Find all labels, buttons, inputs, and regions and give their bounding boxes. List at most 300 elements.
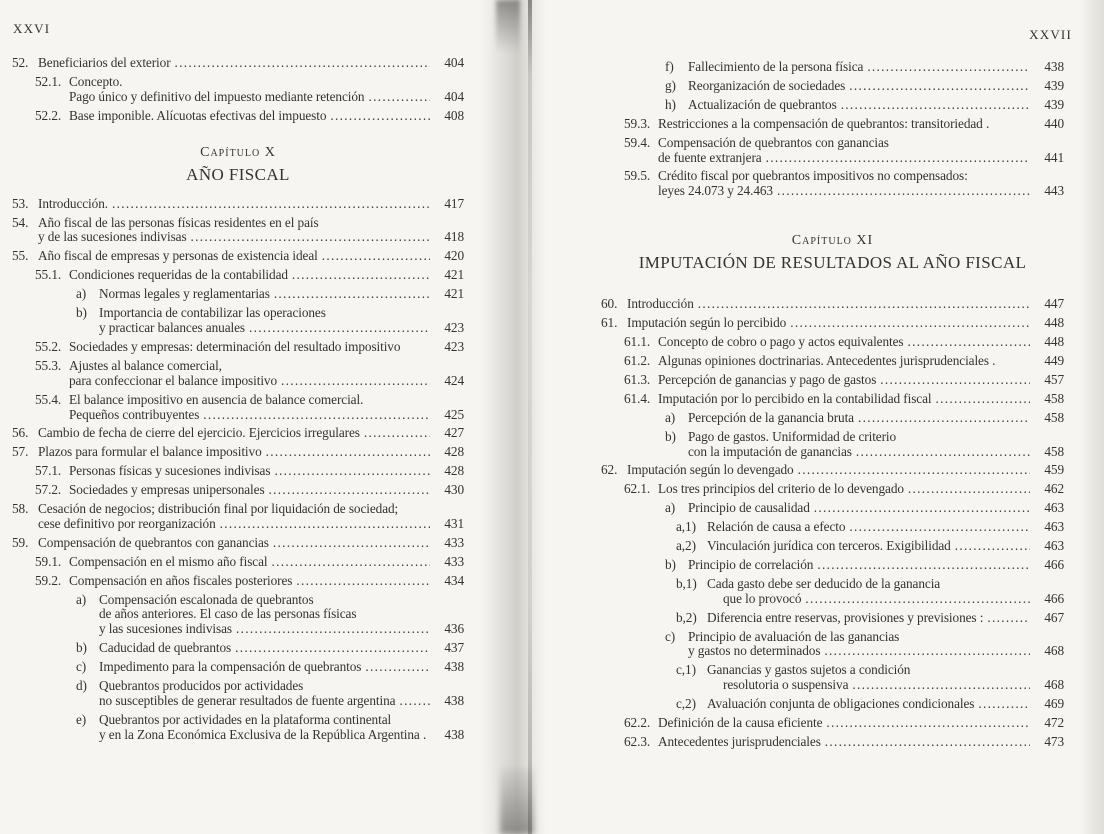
entry-text: con la imputación de ganancias [688, 443, 852, 459]
entry-number: 59.4. [624, 134, 651, 150]
entry-number: 62. [601, 462, 618, 478]
entry-page-number: 449 [1044, 352, 1064, 368]
entry-text: cese definitivo por reorganización [38, 515, 216, 531]
entry-text: y las sucesiones indivisas [99, 621, 232, 637]
entry-page-number: 462 [1044, 481, 1064, 497]
toc-entry [601, 716, 1064, 731]
dot-leader [880, 373, 1030, 388]
entry-page-number: 438 [444, 659, 464, 675]
entry-text: Pago de gastos. Uniformidad de criterio [688, 428, 897, 444]
toc-entry [12, 197, 464, 212]
entry-text: Condiciones requeridas de la contabilidad [69, 267, 288, 283]
dot-leader [175, 56, 430, 71]
entry-text: y de las sucesiones indivisas [38, 229, 187, 245]
chapter-heading [601, 233, 1064, 273]
entry-text: Algunas opiniones doctrinarias. Antecedentes jurisprudenciales . [658, 352, 996, 368]
entry-number: 52.2. [35, 107, 62, 123]
entry-number: e) [76, 711, 87, 727]
entry-page-number: 448 [1044, 315, 1064, 331]
dot-leader [805, 592, 1030, 607]
dot-leader [814, 501, 1030, 516]
toc-entry [12, 641, 464, 656]
toc-entry [601, 463, 1064, 478]
dot-leader [817, 558, 1030, 573]
page-edge-shadow [1080, 0, 1104, 834]
dot-leader [907, 335, 1030, 350]
toc-line [12, 502, 464, 517]
toc-entry [12, 679, 464, 709]
dot-leader [220, 517, 430, 532]
toc-line [601, 558, 1064, 573]
toc-line [12, 641, 464, 656]
toc-line [12, 197, 464, 212]
entry-text: Definición de la causa eficiente [658, 715, 823, 731]
entry-text: y en la Zona Económica Exclusiva de la República Argentina . [99, 726, 427, 742]
entry-text: Personas físicas y sucesiones indivisas [69, 463, 271, 479]
toc-line [601, 98, 1064, 113]
entry-page-number: 468 [1044, 677, 1064, 693]
entry-text: de fuente extranjera [658, 149, 762, 165]
dot-leader [698, 297, 1030, 312]
toc-entry [601, 663, 1064, 693]
entry-page-number: 428 [444, 463, 464, 479]
toc-entry [601, 354, 1064, 369]
toc-line [601, 151, 1064, 166]
entry-number: c) [76, 659, 87, 675]
entry-number: c,2) [676, 696, 696, 712]
toc-entry [12, 574, 464, 589]
toc-line [12, 230, 464, 245]
toc-entry [601, 60, 1064, 75]
entry-text: Cada gasto debe ser deducido de la ganancia [707, 575, 941, 591]
toc-entry [601, 577, 1064, 607]
dot-leader [777, 184, 1030, 199]
toc-line [601, 592, 1064, 607]
dot-leader [322, 249, 430, 264]
toc-line [12, 268, 464, 283]
dot-leader [824, 644, 1030, 659]
toc-line [12, 426, 464, 441]
toc-entry [12, 426, 464, 441]
toc-entry [601, 501, 1064, 516]
toc-line [12, 109, 464, 124]
dot-leader [858, 411, 1030, 426]
dot-leader [249, 321, 430, 336]
entry-text: Imputación por lo percibido en la contabilidad fiscal [658, 390, 932, 406]
toc-line [601, 463, 1064, 478]
entry-page-number: 443 [1044, 183, 1064, 199]
toc-line [12, 408, 464, 423]
entry-page-number: 431 [444, 515, 464, 531]
dot-leader [852, 678, 1030, 693]
toc-line [601, 354, 1064, 369]
entry-number: 58. [12, 501, 29, 517]
dot-leader [849, 520, 1030, 535]
gutter-shadow-top [496, 0, 520, 52]
entry-page-number: 441 [1044, 149, 1064, 165]
toc-line [601, 411, 1064, 426]
entry-number: 53. [12, 195, 29, 211]
entry-page-number: 459 [1044, 462, 1064, 478]
dot-leader [203, 408, 430, 423]
entry-text: Beneficiarios del exterior [38, 55, 171, 70]
dot-leader [235, 641, 430, 656]
entry-text: Compensación de quebrantos con ganancias [38, 534, 269, 550]
entry-text: Base imponible. Alícuotas efectivas del impuesto [69, 107, 327, 123]
dot-leader [867, 60, 1030, 75]
book-gutter-crease [528, 0, 532, 834]
entry-page-number: 457 [1044, 371, 1064, 387]
entry-text: Imputación según lo devengado [627, 462, 794, 478]
toc-line [601, 697, 1064, 712]
entry-text: Fallecimiento de la persona física [688, 59, 864, 74]
toc-line [12, 287, 464, 302]
entry-number: 55.3. [35, 357, 62, 373]
entry-number: g) [665, 77, 676, 93]
toc-line [601, 577, 1064, 592]
entry-text: Actualización de quebrantos [688, 96, 837, 112]
entry-number: 61.1. [624, 334, 651, 350]
entry-page-number: 423 [444, 319, 464, 335]
dot-leader [856, 445, 1030, 460]
chapter-number: Capítulo X [200, 144, 276, 160]
right-page [601, 0, 1072, 754]
toc-line [601, 735, 1064, 750]
entry-number: 52.1. [35, 73, 62, 89]
dot-leader [849, 79, 1030, 94]
entry-page-number: 438 [1044, 59, 1064, 74]
toc-line [12, 393, 464, 408]
entry-text: Compensación de quebrantos con ganancias [658, 134, 889, 150]
toc-line [601, 169, 1064, 184]
entry-number: b) [76, 305, 87, 321]
toc-entry [12, 483, 464, 498]
toc-line [601, 501, 1064, 516]
entry-text: Importancia de contabilizar las operaciones [99, 305, 326, 321]
entry-text: Diferencia entre reservas, provisiones y previsiones : [707, 609, 984, 625]
entry-text: Antecedentes jurisprudenciales [658, 734, 821, 749]
toc-entry [601, 558, 1064, 573]
toc-line [601, 79, 1064, 94]
toc-line [601, 373, 1064, 388]
entry-text: Compensación en años fiscales posteriores [69, 572, 293, 588]
toc-line [601, 136, 1064, 151]
entry-text: Cesación de negocios; distribución final por liquidación de sociedad; [38, 501, 399, 517]
toc-entry [601, 411, 1064, 426]
entry-number: 57. [12, 444, 29, 460]
entry-page-number: 463 [1044, 538, 1064, 554]
book-gutter-shadow [482, 0, 546, 834]
entry-page-number: 420 [444, 248, 464, 264]
toc-line [601, 716, 1064, 731]
toc-entry [12, 216, 464, 246]
toc-entry [601, 392, 1064, 407]
toc-line [12, 622, 464, 637]
entry-page-number: 424 [444, 372, 464, 388]
toc-entry [12, 536, 464, 551]
entry-text: Introducción [627, 296, 694, 312]
entry-text: Avaluación conjunta de obligaciones condicionales [707, 696, 975, 712]
toc-entry [12, 359, 464, 389]
toc-entry [601, 735, 1064, 750]
entry-number: 61.4. [624, 390, 651, 406]
toc-line [601, 117, 1064, 132]
entry-number: 60. [601, 296, 618, 312]
right-page-sections [601, 60, 1064, 750]
entry-text: Año fiscal de empresas y personas de existencia ideal [38, 248, 318, 264]
toc-entry [12, 109, 464, 124]
toc-entry [601, 169, 1064, 199]
entry-page-number: 437 [444, 640, 464, 656]
entry-text: que lo provocó [723, 590, 802, 606]
toc-line [12, 607, 464, 622]
entry-page-number: 463 [1044, 519, 1064, 535]
toc-line [12, 359, 464, 374]
entry-page-number: 458 [1044, 443, 1064, 459]
entry-text: Principio de causalidad [688, 500, 810, 516]
entry-text: Percepción de la ganancia bruta [688, 409, 854, 425]
entry-page-number: 408 [444, 107, 464, 123]
dot-leader [266, 445, 430, 460]
entry-page-number: 438 [444, 726, 465, 742]
entry-page-number: 463 [1044, 500, 1064, 516]
dot-leader [274, 287, 430, 302]
toc-line [12, 56, 464, 71]
toc-entry [601, 117, 1064, 132]
toc-entry [601, 539, 1064, 554]
entry-page-number: 448 [1044, 334, 1064, 350]
dot-leader [908, 482, 1030, 497]
entry-number: 56. [12, 425, 29, 441]
chapter-number: Capítulo XI [791, 233, 874, 249]
entry-text: Vinculación jurídica con terceros. Exigibilidad [707, 538, 951, 554]
entry-text: Sociedades y empresas: determinación del resultado impositivo [69, 338, 401, 354]
toc-line [12, 536, 464, 551]
entry-text: Imputación según lo percibido [627, 315, 787, 331]
toc-entry [601, 79, 1064, 94]
entry-number: a) [665, 409, 676, 425]
toc-line [12, 694, 464, 709]
entry-page-number: 417 [444, 195, 464, 211]
toc-line [12, 660, 464, 675]
entry-text: y practicar balances anuales [99, 319, 245, 335]
folio-right: XXVII [1029, 27, 1072, 42]
dot-leader [296, 574, 430, 589]
entry-text: Pago único y definitivo del impuesto mediante retención [69, 88, 365, 104]
entry-page-number: 440 [1044, 115, 1064, 131]
dot-leader [191, 230, 430, 245]
entry-number: a) [76, 286, 87, 302]
entry-number: 57.1. [35, 463, 62, 479]
dot-leader [978, 697, 1030, 712]
entry-text: Normas legales y reglamentarias [99, 286, 270, 302]
toc-entry [12, 340, 464, 355]
dot-leader [955, 539, 1030, 554]
toc-entry [601, 611, 1064, 626]
entry-page-number: 404 [444, 88, 464, 104]
entry-text: Principio de avaluación de las ganancias [688, 628, 900, 644]
toc-entry [601, 98, 1064, 113]
entry-text: Pequeños contribuyentes [69, 406, 200, 422]
toc-entry [12, 555, 464, 570]
toc-line [12, 216, 464, 231]
dot-leader [368, 90, 430, 105]
toc-entry [601, 430, 1064, 460]
entry-number: b) [665, 556, 676, 572]
toc-line [601, 335, 1064, 350]
entry-page-number: 404 [444, 55, 464, 70]
entry-page-number: 430 [444, 482, 464, 498]
entry-text: Caducidad de quebrantos [99, 640, 232, 656]
toc-line [601, 611, 1064, 626]
dot-leader [273, 536, 430, 551]
toc-entry [12, 249, 464, 264]
entry-number: 55. [12, 248, 29, 264]
entry-page-number: 439 [1044, 96, 1064, 112]
entry-text: Compensación escalonada de quebrantos [99, 591, 314, 607]
entry-text: Impedimento para la compensación de quebrantos [99, 659, 362, 675]
entry-page-number: 433 [444, 553, 464, 569]
toc-line [601, 520, 1064, 535]
entry-text: Sociedades y empresas unipersonales [69, 482, 265, 498]
dot-leader [987, 611, 1030, 626]
entry-number: a) [665, 500, 676, 516]
entry-page-number: 423 [444, 338, 464, 354]
toc-entry [12, 287, 464, 302]
toc-line [12, 483, 464, 498]
dot-leader [365, 660, 430, 675]
entry-page-number: 473 [1044, 734, 1064, 749]
toc-line [601, 60, 1064, 75]
toc-entry [12, 393, 464, 423]
toc-line [601, 678, 1064, 693]
entry-text: Concepto. [69, 73, 123, 89]
entry-number: 62.1. [624, 481, 651, 497]
entry-text: Año fiscal de las personas físicas residentes en el país [38, 214, 319, 230]
toc-line [12, 321, 464, 336]
entry-text: Ajustes al balance comercial, [69, 357, 222, 373]
entry-page-number: 458 [1044, 409, 1064, 425]
dot-leader [281, 374, 430, 389]
toc-line [12, 75, 464, 90]
toc-line [12, 249, 464, 264]
entry-number: a) [76, 591, 87, 607]
dot-leader [766, 151, 1030, 166]
toc-line [12, 679, 464, 694]
dot-leader [269, 483, 430, 498]
toc-entry [12, 502, 464, 532]
entry-page-number: 438 [444, 693, 464, 708]
dot-leader [364, 426, 430, 441]
entry-page-number: 421 [444, 267, 464, 283]
dot-leader [292, 268, 430, 283]
chapter-title: IMPUTACIÓN DE RESULTADOS AL AÑO FISCAL [638, 253, 1027, 273]
chapter-title: AÑO FISCAL [186, 164, 290, 184]
dot-leader [825, 735, 1030, 750]
entry-number: b) [665, 428, 676, 444]
entry-number: c) [665, 628, 676, 644]
toc-entry [12, 660, 464, 675]
toc-line [601, 297, 1064, 312]
entry-page-number: 439 [1044, 77, 1064, 93]
dot-leader [841, 98, 1030, 113]
left-page-sections [12, 56, 464, 743]
toc-line [601, 316, 1064, 331]
entry-page-number: 421 [444, 286, 464, 302]
entry-text: Concepto de cobro o pago y actos equivalentes [658, 334, 904, 350]
toc-line [12, 593, 464, 608]
entry-number: 59.2. [35, 572, 62, 588]
toc-line [12, 464, 464, 479]
entry-page-number: 433 [444, 534, 464, 550]
toc-line [601, 663, 1064, 678]
toc-entry [12, 56, 464, 71]
entry-number: 61.3. [624, 371, 651, 387]
entry-page-number: 427 [444, 425, 464, 441]
chapter-heading [12, 145, 464, 185]
entry-text: Quebrantos por actividades en la plataforma continental [99, 711, 392, 727]
entry-text: Crédito fiscal por quebrantos impositivos no compensados: [658, 168, 968, 184]
dot-leader [236, 622, 430, 637]
toc-line [12, 340, 464, 355]
toc-entry [601, 136, 1064, 166]
entry-text: Ganancias y gastos sujetos a condición [707, 662, 911, 678]
entry-page-number: 466 [1044, 556, 1064, 572]
entry-text: no susceptibles de generar resultados de fuente argentina [99, 693, 396, 708]
dot-leader [826, 716, 1030, 731]
entry-number: 54. [12, 214, 29, 230]
toc-line [601, 184, 1064, 199]
entry-number: d) [76, 678, 87, 694]
entry-number: a,1) [676, 519, 696, 535]
dot-leader [935, 392, 1030, 407]
entry-text: Introducción. [38, 195, 108, 211]
toc-line [12, 555, 464, 570]
entry-page-number: 472 [1044, 715, 1064, 731]
dot-leader [399, 694, 430, 709]
toc-entry [601, 520, 1064, 535]
toc-line [12, 713, 464, 728]
toc-entry [12, 445, 464, 460]
entry-number: 55.4. [35, 391, 62, 407]
entry-page-number: 425 [444, 406, 464, 422]
toc-entry [601, 697, 1064, 712]
folio-left: XXVI [13, 21, 51, 36]
gutter-shadow-bottom [500, 768, 534, 834]
toc-line [12, 728, 464, 743]
entry-number: a,2) [676, 538, 696, 554]
entry-text: de años anteriores. El caso de las personas físicas [99, 606, 357, 622]
entry-text: Compensación en el mismo año fiscal [69, 553, 268, 569]
entry-number: b,2) [676, 609, 697, 625]
toc-entry [601, 630, 1064, 660]
entry-page-number: 458 [1044, 390, 1064, 406]
toc-entry [601, 297, 1064, 312]
toc-line [12, 90, 464, 105]
entry-text: leyes 24.073 y 24.463 [658, 183, 773, 199]
toc-entry [12, 306, 464, 336]
entry-text: Relación de causa a efecto [707, 519, 846, 535]
dot-leader [272, 555, 431, 570]
entry-page-number: 469 [1044, 696, 1064, 712]
toc-line [12, 374, 464, 389]
entry-page-number: 467 [1044, 609, 1064, 625]
entry-number: b) [76, 640, 87, 656]
dot-leader [798, 463, 1030, 478]
toc-line [12, 306, 464, 321]
toc-line [12, 574, 464, 589]
entry-number: b,1) [676, 575, 697, 591]
